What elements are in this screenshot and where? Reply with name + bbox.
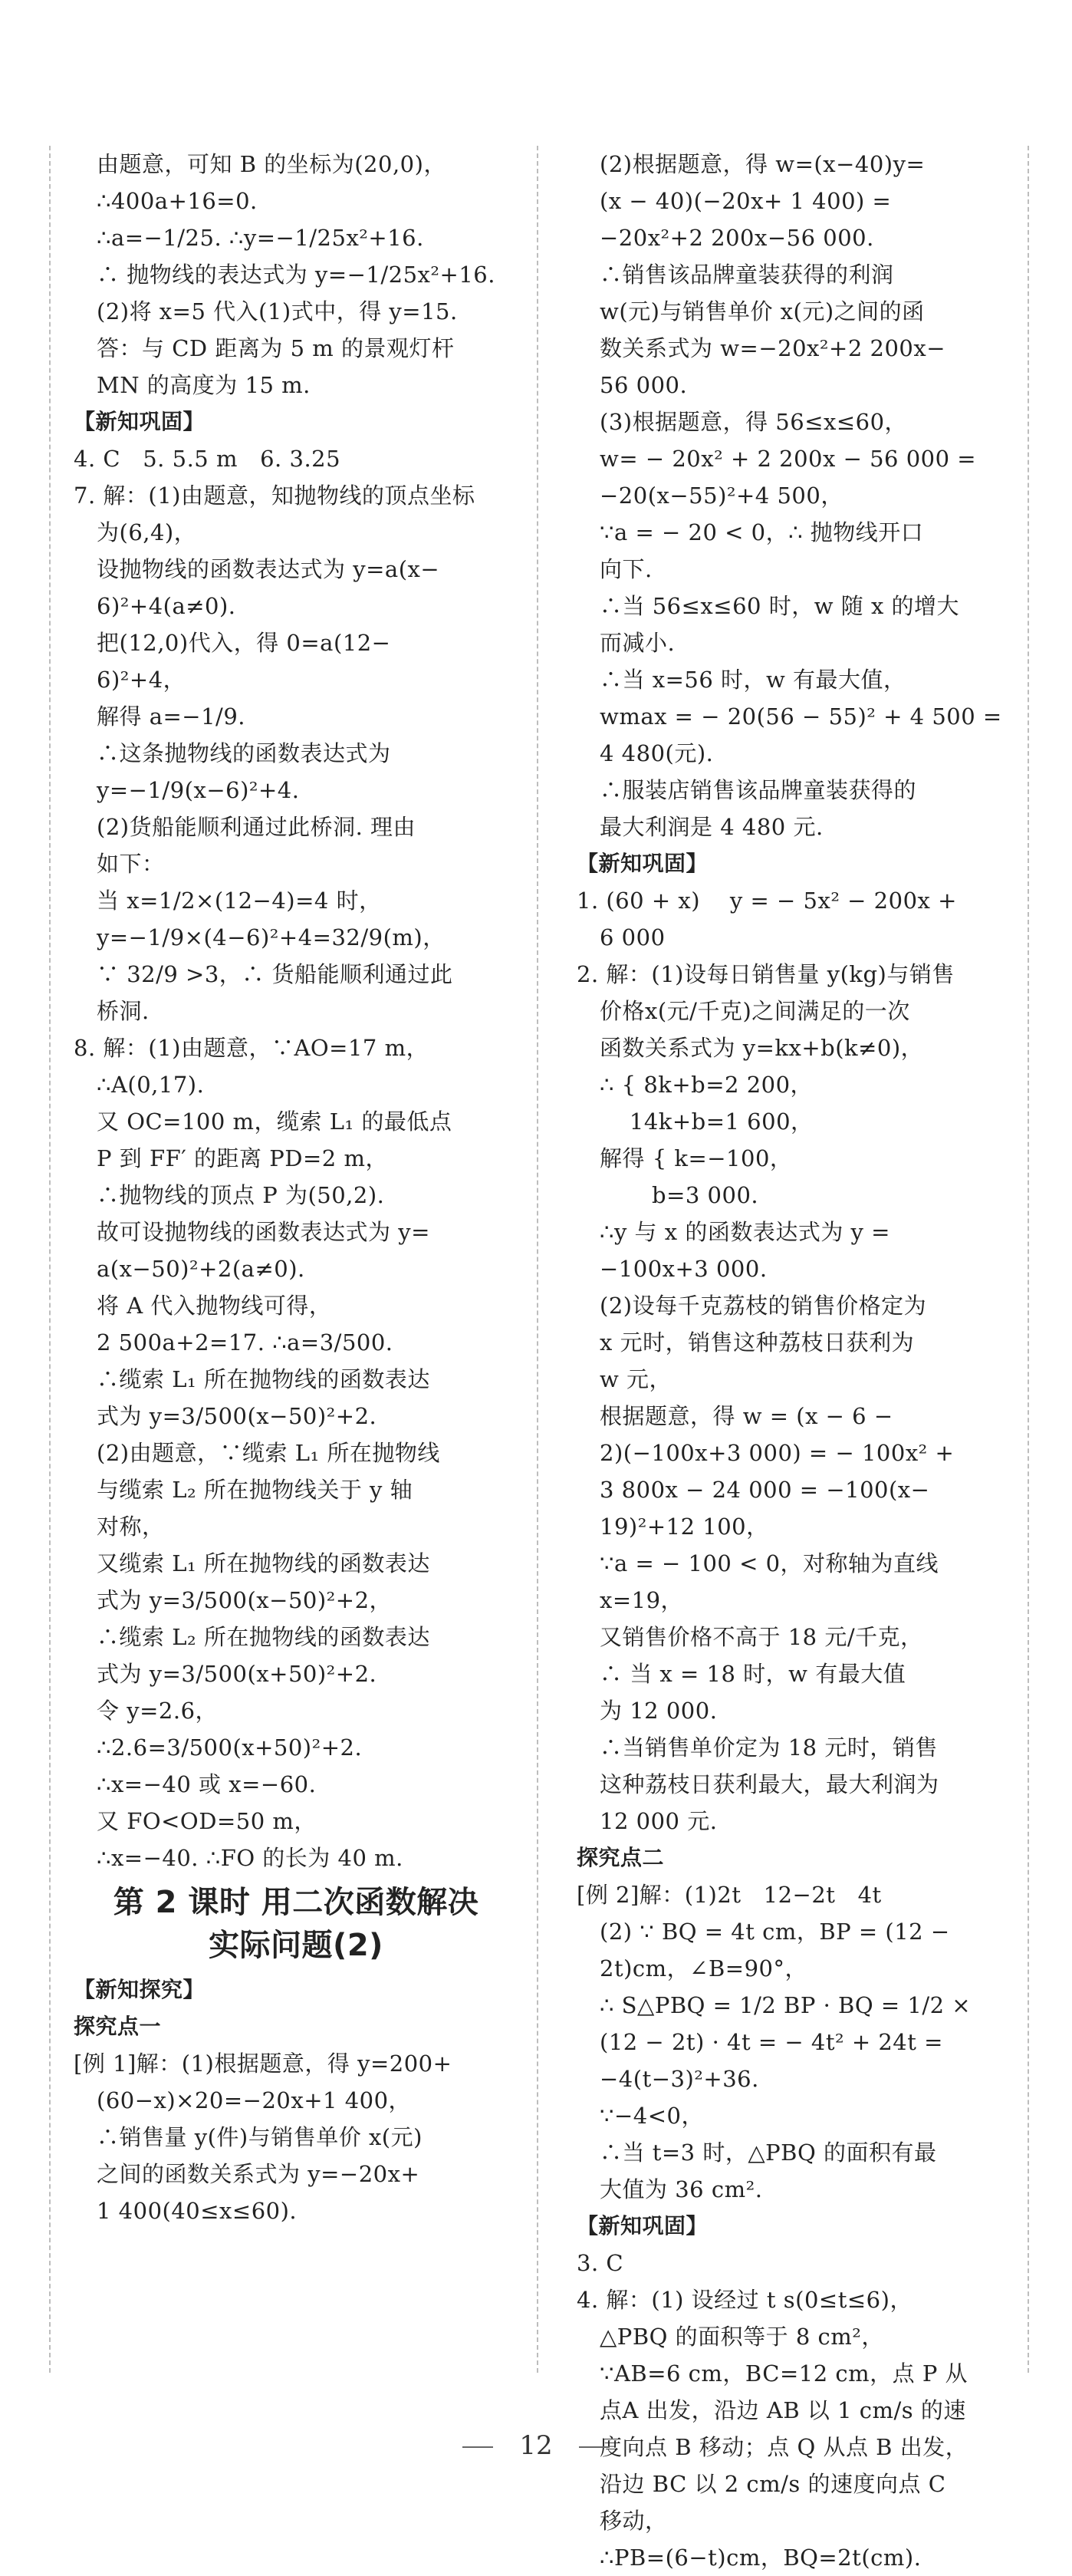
text-line: 由题意，可知 B 的坐标为(20,0)， <box>97 151 446 177</box>
page-footer <box>0 2430 1072 2461</box>
text-line: w(元)与销售单价 x(元)之间的函 <box>600 298 925 324</box>
text-line: 桥洞. <box>97 998 150 1024</box>
text-line: 设抛物线的函数表达式为 y=a(x− <box>97 556 440 582</box>
text-line: 与缆索 L₂ 所在抛物线关于 y 轴 <box>97 1477 413 1503</box>
text-line: ∴当 t=3 时，△PBQ 的面积有最 <box>600 2140 937 2166</box>
text-line: 为 12 000. <box>600 1698 718 1724</box>
text-line: ∴当 x=56 时，w 有最大值， <box>600 667 906 693</box>
text-line: −20x²+2 200x−56 000. <box>600 225 874 251</box>
page-number: 12 <box>519 2430 553 2461</box>
text-line: 答：与 CD 距离为 5 m 的景观灯杆 <box>97 335 455 361</box>
text-line: ∴400a+16=0. <box>97 188 258 214</box>
text-line: 将 A 代入抛物线可得， <box>97 1293 332 1319</box>
text-line: 如下： <box>97 851 165 877</box>
text-line: 向下. <box>600 556 653 582</box>
text-line: 解得 { k=−100， <box>600 1145 793 1171</box>
text-line: ∴缆索 L₁ 所在抛物线的函数表达 <box>97 1366 430 1392</box>
text-line: (12 − 2t) · 4t = − 4t² + 24t = <box>600 2029 943 2055</box>
text-line: 又销售价格不高于 18 元/千克， <box>600 1624 923 1650</box>
text-line: (x − 40)(−20x+ 1 400) = <box>600 188 892 214</box>
section-heading: 【新知探究】 <box>74 1977 206 2002</box>
text-line: 点A 出发，沿边 AB 以 1 cm/s 的速 <box>600 2397 966 2423</box>
text-line: ∴A(0,17). <box>97 1072 205 1098</box>
text-line: ∴ 当 x = 18 时，w 有最大值 <box>600 1661 906 1687</box>
text-line: ∴服装店销售该品牌童装获得的 <box>600 777 917 803</box>
text-line: 4. 解：(1) 设经过 t s(0≤t≤6)， <box>577 2287 913 2313</box>
column-divider-right <box>1028 146 1029 2373</box>
text-line: ∴x=−40 或 x=−60. <box>97 1771 317 1797</box>
text-line: −20(x−55)²+4 500， <box>600 483 843 509</box>
text-line: 价格x(元/千克)之间满足的一次 <box>600 998 910 1024</box>
text-line: 函数关系式为 y=kx+b(k≠0)， <box>600 1035 924 1061</box>
lesson-title <box>74 1881 518 1967</box>
text-line: 而减小. <box>600 630 676 656</box>
text-line: 4. C 5. 5.5 m 6. 3.25 <box>74 446 341 472</box>
lesson-title-line-1: 第 2 课时 用二次函数解决 <box>113 1885 479 1920</box>
text-line: 对称， <box>97 1514 165 1540</box>
text-line: ∵ 32/9 >3，∴ 货船能顺利通过此 <box>97 961 453 987</box>
text-line: 解得 a=−1/9. <box>97 703 245 730</box>
text-line: 根据题意，得 w = (x − 6 − <box>600 1403 893 1429</box>
text-line: (3)根据题意，得 56≤x≤60， <box>600 409 908 435</box>
text-line: 为(6,4)， <box>97 519 197 545</box>
text-line: 式为 y=3/500(x−50)²+2. <box>97 1403 377 1429</box>
text-line: b=3 000. <box>600 1182 759 1208</box>
text-line: 1 400(40≤x≤60). <box>97 2198 298 2224</box>
text-line: ∴当 56≤x≤60 时，w 随 x 的增大 <box>600 593 960 619</box>
text-line: (2)由题意，∵缆索 L₁ 所在抛物线 <box>97 1440 440 1466</box>
text-line: ∴2.6=3/500(x+50)²+2. <box>97 1734 363 1761</box>
text-line: ∴ { 8k+b=2 200， <box>600 1072 814 1098</box>
text-line: 6)²+4(a≠0). <box>97 593 236 619</box>
text-line: 数关系式为 w=−20x²+2 200x− <box>600 335 945 361</box>
left-column <box>74 146 518 2229</box>
text-line: 当 x=1/2×(12−4)=4 时， <box>97 888 382 914</box>
text-line: ∵a = − 100 < 0，对称轴为直线 <box>600 1550 939 1576</box>
text-line: x 元时，销售这种荔枝日获利为 <box>600 1329 915 1356</box>
section-heading: 【新知巩固】 <box>577 851 709 876</box>
text-line: w 元， <box>600 1366 672 1392</box>
text-line: 8. 解：(1)由题意，∵AO=17 m， <box>74 1035 429 1061</box>
text-line: ∴销售量 y(件)与销售单价 x(元) <box>97 2124 423 2150</box>
text-line: −100x+3 000. <box>600 1256 768 1282</box>
text-line: (2)设每千克荔枝的销售价格定为 <box>600 1293 927 1319</box>
text-line: 故可设抛物线的函数表达式为 y= <box>97 1219 430 1245</box>
text-line: ∴ S△PBQ = 1/2 BP · BQ = 1/2 × <box>600 1992 972 2018</box>
right-column-lines <box>577 146 1021 2576</box>
text-line: ∴当销售单价定为 18 元时，销售 <box>600 1734 938 1761</box>
text-line: 2)(−100x+3 000) = − 100x² + <box>600 1440 955 1466</box>
text-line: 2t)cm，∠B=90°， <box>600 1955 807 1981</box>
left-column-lines <box>74 146 518 1876</box>
footer-dash-left <box>462 2446 493 2448</box>
text-line: w= − 20x² + 2 200x − 56 000 = <box>600 446 977 472</box>
text-line: ∴ 抛物线的表达式为 y=−1/25x²+16. <box>97 262 495 288</box>
text-line: 6 000 <box>600 924 666 950</box>
text-line: 沿边 BC 以 2 cm/s 的速度向点 C <box>600 2471 946 2497</box>
text-line: 2 500a+2=17. ∴a=3/500. <box>97 1329 393 1356</box>
section-heading: 【新知巩固】 <box>74 409 206 434</box>
text-line: MN 的高度为 15 m. <box>97 372 311 398</box>
text-line: 3. C <box>577 2250 624 2276</box>
text-line: 之间的函数关系式为 y=−20x+ <box>97 2161 420 2187</box>
text-line: 移动， <box>600 2508 668 2534</box>
text-line: ∵−4<0， <box>600 2103 704 2129</box>
text-line: 最大利润是 4 480 元. <box>600 814 824 840</box>
section-heading: 探究点二 <box>577 1845 665 1870</box>
text-line: wmax = − 20(56 − 55)² + 4 500 = <box>600 703 1002 730</box>
text-line: 2. 解：(1)设每日销售量 y(kg)与销售 <box>577 961 955 987</box>
section-heading: 探究点一 <box>74 2014 162 2039</box>
text-line: a(x−50)²+2(a≠0). <box>97 1256 305 1282</box>
text-line: ∴PB=(6−t)cm，BQ=2t(cm). <box>600 2545 922 2571</box>
text-line: 式为 y=3/500(x+50)²+2. <box>97 1661 377 1687</box>
text-line: ∴x=−40. ∴FO 的长为 40 m. <box>97 1845 403 1871</box>
text-line: 大值为 36 cm². <box>600 2176 763 2202</box>
footer-dash-right <box>579 2446 610 2448</box>
text-line: 令 y=2.6， <box>97 1698 219 1724</box>
text-line: 又缆索 L₁ 所在抛物线的函数表达 <box>97 1550 430 1576</box>
text-line: 4 480(元). <box>600 740 714 766</box>
text-line: 56 000. <box>600 372 688 398</box>
text-line: 又 OC=100 m，缆索 L₁ 的最低点 <box>97 1108 452 1135</box>
section-heading: 【新知巩固】 <box>577 2213 709 2238</box>
text-line: P 到 FF′ 的距离 PD=2 m， <box>97 1145 388 1171</box>
column-divider-middle <box>537 146 538 2373</box>
text-line: ∴y 与 x 的函数表达式为 y = <box>600 1219 890 1245</box>
text-line: [例 2]解：(1)2t 12−2t 4t <box>577 1882 882 1908</box>
text-line: 又 FO<OD=50 m， <box>97 1808 317 1834</box>
text-line: (2)将 x=5 代入(1)式中，得 y=15. <box>97 298 458 324</box>
text-line: 6)²+4， <box>97 667 186 693</box>
text-line: (2)货船能顺利通过此桥洞. 理由 <box>97 814 416 840</box>
right-column <box>577 146 1021 2576</box>
text-line: y=−1/9(x−6)²+4. <box>97 777 300 803</box>
left-column-lines-after-title <box>74 1972 518 2229</box>
text-line: 1. (60 + x) y = − 5x² − 200x + <box>577 888 957 914</box>
text-line: ∴抛物线的顶点 P 为(50,2). <box>97 1182 385 1208</box>
text-line: 14k+b=1 600， <box>600 1108 814 1135</box>
text-line: ∴a=−1/25. ∴y=−1/25x²+16. <box>97 225 424 251</box>
text-line: 12 000 元. <box>600 1808 718 1834</box>
text-line: ∴缆索 L₂ 所在抛物线的函数表达 <box>97 1624 430 1650</box>
text-line: 把(12,0)代入，得 0=a(12− <box>97 630 391 656</box>
text-line: ∵a = − 20 < 0，∴ 抛物线开口 <box>600 519 924 545</box>
text-line: 度向点 B 移动；点 Q 从点 B 出发， <box>600 2434 968 2460</box>
text-line: ∴这条抛物线的函数表达式为 <box>97 740 391 766</box>
text-line: y=−1/9×(4−6)²+4=32/9(m)， <box>97 924 446 950</box>
text-line: ∴销售该品牌童装获得的利润 <box>600 262 894 288</box>
text-line: ∵AB=6 cm，BC=12 cm，点 P 从 <box>600 2360 968 2387</box>
text-line: 3 800x − 24 000 = −100(x− <box>600 1477 930 1503</box>
text-line: (2) ∵ BQ = 4t cm，BP = (12 − <box>600 1919 950 1945</box>
column-divider-left <box>49 146 51 2373</box>
lesson-title-line-2: 实际问题(2) <box>209 1928 383 1963</box>
text-line: 式为 y=3/500(x−50)²+2， <box>97 1587 393 1613</box>
text-line: x=19， <box>600 1587 684 1613</box>
text-line: (60−x)×20=−20x+1 400， <box>97 2087 412 2113</box>
text-line: −4(t−3)²+36. <box>600 2066 759 2092</box>
text-line: [例 1]解：(1)根据题意，得 y=200+ <box>74 2051 452 2077</box>
text-line: 7. 解：(1)由题意，知抛物线的顶点坐标 <box>74 483 475 509</box>
text-line: 这种荔枝日获利最大，最大利润为 <box>600 1771 939 1797</box>
text-line: △PBQ 的面积等于 8 cm²， <box>600 2324 884 2350</box>
text-line: (2)根据题意，得 w=(x−40)y= <box>600 151 926 177</box>
text-line: 19)²+12 100， <box>600 1514 769 1540</box>
